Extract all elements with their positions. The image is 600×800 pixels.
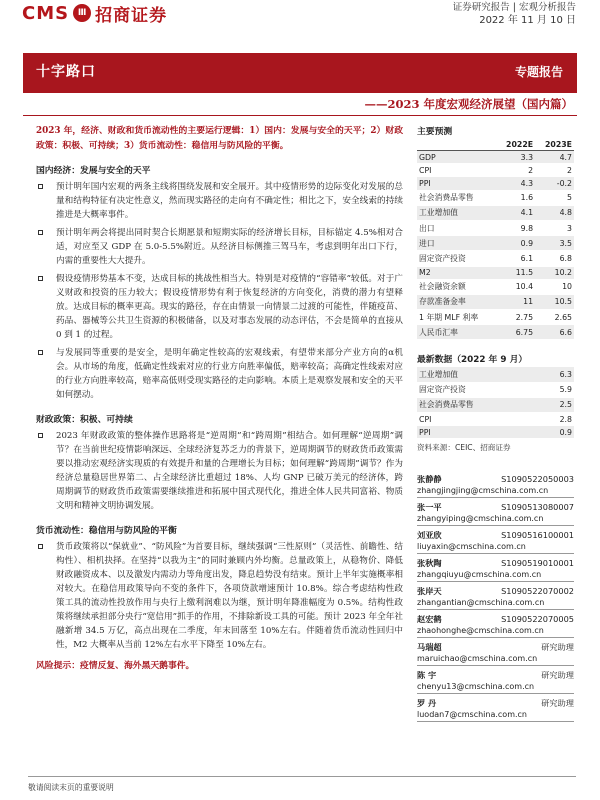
table-cell: 5.9 <box>540 382 574 397</box>
analyst-list <box>417 473 574 722</box>
analyst-row <box>417 557 574 569</box>
analyst-code: S1090522050003 <box>501 474 574 485</box>
logo-cn: 招商证券 <box>95 5 168 26</box>
bullet-text: 假设疫情形势基本不变，达成目标的挑战性相当大。特别是对疫情的“容错率”较低。对于广义财政和投资的压力较大；假设疫情形势有利于恢复经济的方向变化，消费的潜力有望释放。达成目标的概率更高。现实的路径，存在由情景一向情景二过渡的可能性，伴随疫苗、药品、器械等公共卫生资源的积极储备，以及对事态发展的动态评估，不会是简单的直接从 0 到 1 的过程。 <box>56 274 403 340</box>
table-row <box>417 205 574 220</box>
table-cell: 9.8 <box>496 220 535 235</box>
analyst-entry <box>417 613 574 638</box>
analyst-name: 张岸天 <box>417 586 442 597</box>
analyst-code: 研究助理 <box>541 642 574 653</box>
analyst-name: 张静静 <box>417 474 442 485</box>
table-cell: 固定资产投资 <box>417 382 540 397</box>
table-row <box>417 251 574 266</box>
title-divider <box>23 115 577 116</box>
lead-summary: 2023 年，经济、财政和货币流动性的主要运行逻辑：1）国内：发展与安全的天平；2）财政政策：积极、可持续；3）货币流动性：稳信用与防风险的平衡。 <box>36 126 403 151</box>
analyst-code: S1090516100001 <box>501 530 574 541</box>
checkbox-bullet-icon <box>38 276 43 281</box>
table-row <box>417 164 574 177</box>
checkbox-bullet-icon <box>38 350 43 355</box>
table-cell: 10.2 <box>535 266 574 279</box>
table-cell: 固定资产投资 <box>417 251 496 266</box>
table-cell: 5 <box>535 190 574 205</box>
analyst-row <box>417 585 574 597</box>
table-row <box>417 397 574 412</box>
table-row <box>417 426 574 439</box>
table-cell: 6.8 <box>535 251 574 266</box>
analyst-name: 罗 丹 <box>417 698 437 709</box>
section-title: 货币流动性：稳信用与防风险的平衡 <box>36 526 177 536</box>
table-cell: 2.8 <box>540 413 574 426</box>
analyst-entry <box>417 473 574 498</box>
logo-emblem-icon: Ⅲ <box>73 4 91 22</box>
analyst-entry <box>417 501 574 526</box>
table-cell: 11 <box>496 294 535 309</box>
table-cell: 6.6 <box>535 325 574 340</box>
table-cell: 11.5 <box>496 266 535 279</box>
checkbox-bullet-icon <box>38 544 43 549</box>
analyst-row <box>417 697 574 709</box>
table-header-row <box>417 139 574 151</box>
table-cell: 4.7 <box>535 151 574 164</box>
bullet-text: 2023 年财政政策的整体操作思路将是“逆周期”和“跨周期”相结合。如何理解“逆周期”调节？在当前世纪疫情影响深远、全球经济复苏乏力的背景下，逆周期调节的财政货币政策需要以推动宏观经济实现质的有效提升和量的合理增长为目标；如何理解“跨周期”调节？作为经济总量稳居世界第二、占全球经济比重超过 18%、人均 GNP 已破万美元的经济体，跨周期调节的财政货币政策需要继续推进和拓展中国式现代化，推进全体人民共同富裕、物质文明和精神文明协调发展。 <box>56 431 403 511</box>
analyst-email: maruichao@cmschina.com.cn <box>417 653 574 666</box>
data-source: 资料来源：CEIC、招商证券 <box>417 443 511 453</box>
table-cell: 1 年期 MLF 利率 <box>417 310 496 325</box>
table-cell: CPI <box>417 164 496 177</box>
table-row <box>417 279 574 294</box>
table-header: 2022E <box>496 139 535 151</box>
table-cell: 存款准备金率 <box>417 294 496 309</box>
analyst-name: 张一平 <box>417 502 442 513</box>
risk-warning: 风险提示：疫情反复、海外黑天鹅事件。 <box>36 661 195 671</box>
table-row <box>417 310 574 325</box>
table-cell: 1.6 <box>496 190 535 205</box>
analyst-name: 马瑞超 <box>417 642 442 653</box>
analyst-email: luodan7@cmschina.com.cn <box>417 709 574 722</box>
report-type: 证券研究报告 | 宏观分析报告 <box>452 2 576 13</box>
analyst-entry <box>417 557 574 582</box>
table-cell: 6.3 <box>540 367 574 382</box>
table-cell: 6.75 <box>496 325 535 340</box>
table-row <box>417 151 574 164</box>
bullet-text: 与发展同等重要的是安全，是明年确定性较高的宏观线索，有望带来部分产业方向的α机会。从市场的角度，低确定性线索对应的行业方向胜率偏低，赔率较高；高确定性线索对应的行业方向胜率较高，赔率高低则受现实路径的走向影响。本质上是观察发展和安全的天平如何摆动。 <box>56 348 403 400</box>
bullet-item <box>36 272 403 342</box>
report-date: 2022 年 11 月 10 日 <box>479 15 576 26</box>
main-column <box>36 124 403 671</box>
table-cell: 出口 <box>417 220 496 235</box>
table-cell: 10.5 <box>535 294 574 309</box>
analyst-entry <box>417 697 574 722</box>
table-cell: 4.3 <box>496 177 535 190</box>
report-subtitle: ——2023 年度宏观经济展望（国内篇） <box>364 97 573 111</box>
title-banner <box>23 53 577 93</box>
analyst-email: zhangqiuyu@cmschina.com.cn <box>417 569 574 582</box>
table-cell: CPI <box>417 413 540 426</box>
analyst-row <box>417 529 574 541</box>
table-row <box>417 294 574 309</box>
analyst-email: zhangantian@cmschina.com.cn <box>417 597 574 610</box>
analyst-code: S1090513080007 <box>501 502 574 513</box>
section-title: 财政政策：积极、可持续 <box>36 415 133 425</box>
section-title: 国内经济：发展与安全的天平 <box>36 166 151 176</box>
checkbox-bullet-icon <box>38 433 43 438</box>
forecast-table <box>417 139 574 340</box>
analyst-code: 研究助理 <box>541 670 574 681</box>
table-header <box>417 139 496 151</box>
report-category: 专题报告 <box>514 65 563 79</box>
table-cell: 0.9 <box>496 236 535 251</box>
bullet-text: 预计明年两会将提出同时契合长期愿景和短期实际的经济增长目标，目标锚定 4.5%相对合适，对应至又 GDP 在 5.0-5.5%附近。从经济目标侧推三驾马车，考虑到明年出口下行，内需的重要性大大提升。 <box>56 228 403 266</box>
analyst-row <box>417 501 574 513</box>
checkbox-bullet-icon <box>38 184 43 189</box>
table-cell: 2.5 <box>540 397 574 412</box>
table-cell: 10 <box>535 279 574 294</box>
analyst-email: zhaohonghe@cmschina.com.cn <box>417 625 574 638</box>
sidebar <box>417 124 574 725</box>
logo-cms: CMS <box>22 2 70 24</box>
analyst-name: 陈 宇 <box>417 670 437 681</box>
analyst-code: 研究助理 <box>541 698 574 709</box>
table-cell: 2.65 <box>535 310 574 325</box>
table-header: 2023E <box>535 139 574 151</box>
analyst-name: 赵宏鹤 <box>417 614 442 625</box>
table-cell: 工业增加值 <box>417 367 540 382</box>
table-cell: 社会消费品零售 <box>417 397 540 412</box>
analyst-name: 张秋陶 <box>417 558 442 569</box>
analyst-email: liuyaxin@cmschina.com.cn <box>417 541 574 554</box>
table-cell: 10.4 <box>496 279 535 294</box>
table-cell: GDP <box>417 151 496 164</box>
report-meta <box>453 1 576 27</box>
analyst-row <box>417 641 574 653</box>
table-row <box>417 325 574 340</box>
table-cell: 社会消费品零售 <box>417 190 496 205</box>
analyst-row <box>417 473 574 485</box>
bullet-item <box>36 429 403 513</box>
analyst-entry <box>417 669 574 694</box>
analyst-code: S1090522070005 <box>501 614 574 625</box>
analyst-entry <box>417 529 574 554</box>
table-row <box>417 190 574 205</box>
table-row <box>417 177 574 190</box>
table-cell: 社会融资余额 <box>417 279 496 294</box>
brand-logo <box>22 2 167 24</box>
table-cell: PPI <box>417 426 540 439</box>
table-row <box>417 367 574 382</box>
analyst-row <box>417 669 574 681</box>
bullet-item <box>36 180 403 222</box>
table-cell: 工业增加值 <box>417 205 496 220</box>
report-title: 十字路口 <box>36 64 96 80</box>
bullet-text: 货币政策将以“保就业”、“防风险”为首要目标，继续强调“三性原则”（灵活性、前瞻性、结构性）、相机抉择。在坚持“以我为主”的同时兼顾内外均衡。总量政策上，从稳物价、降低财政融资成本、以及激发内需动力等角度出发，降息趋势没有结束。预计上半年实施概率相对较大。在稳信用政策导向不变的条件下，各项贷款增速预计 10.8%。综合考虑结构性政策工具的流动性投放作用与央行上缴利润难以为继，预计明年降准幅度为 0.5%。结构性政策将继续承担部分央行“宽信用”抓手的作用，不排除新设工具的可能。预计 2023 年全年社融新增 34.5 万亿，高点出现在二季度，年末回落至 10%左右。伴随着货币流动性回归中性，M2 大概率从当前 12%左右水平下降至 10%左右。 <box>56 542 403 650</box>
table-cell: 3.3 <box>496 151 535 164</box>
table-cell: 6.1 <box>496 251 535 266</box>
table-cell: 0.9 <box>540 426 574 439</box>
forecast-title: 主要预测 <box>417 127 453 137</box>
analyst-email: chenyu13@cmschina.com.cn <box>417 681 574 694</box>
page-footer: 敬请阅读末页的重要说明 <box>28 776 576 793</box>
table-cell: 4.8 <box>535 205 574 220</box>
table-cell: 4.1 <box>496 205 535 220</box>
table-row <box>417 413 574 426</box>
checkbox-bullet-icon <box>38 230 43 235</box>
analyst-row <box>417 613 574 625</box>
table-cell: 2 <box>496 164 535 177</box>
table-cell: 人民币汇率 <box>417 325 496 340</box>
analyst-email: zhangjingjing@cmschina.com.cn <box>417 485 574 498</box>
table-row <box>417 220 574 235</box>
table-cell: 2 <box>535 164 574 177</box>
bullet-item <box>36 540 403 652</box>
table-cell: 3 <box>535 220 574 235</box>
table-cell: PPI <box>417 177 496 190</box>
bullet-item <box>36 226 403 268</box>
table-cell: -0.2 <box>535 177 574 190</box>
analyst-email: zhangyiping@cmschina.com.cn <box>417 513 574 526</box>
bullet-text: 预计明年国内宏观的两条主线将围绕发展和安全展开。其中疫情形势的边际变化对发展的总量和结构特征有决定性意义，然而现实路径的走向有不确定性；相比之下，安全线索的持续推进是大概率事件。 <box>56 182 403 220</box>
analyst-code: S1090522070002 <box>501 586 574 597</box>
table-cell: 进口 <box>417 236 496 251</box>
bullet-item <box>36 346 403 402</box>
table-row <box>417 236 574 251</box>
analyst-name: 刘亚欣 <box>417 530 442 541</box>
analyst-code: S1090519010001 <box>501 558 574 569</box>
table-row <box>417 266 574 279</box>
analyst-entry <box>417 641 574 666</box>
latest-table <box>417 367 574 439</box>
table-cell: 3.5 <box>535 236 574 251</box>
analyst-entry <box>417 585 574 610</box>
table-cell: 2.75 <box>496 310 535 325</box>
latest-title: 最新数据（2022 年 9 月） <box>417 355 528 366</box>
table-row <box>417 382 574 397</box>
table-cell: M2 <box>417 266 496 279</box>
